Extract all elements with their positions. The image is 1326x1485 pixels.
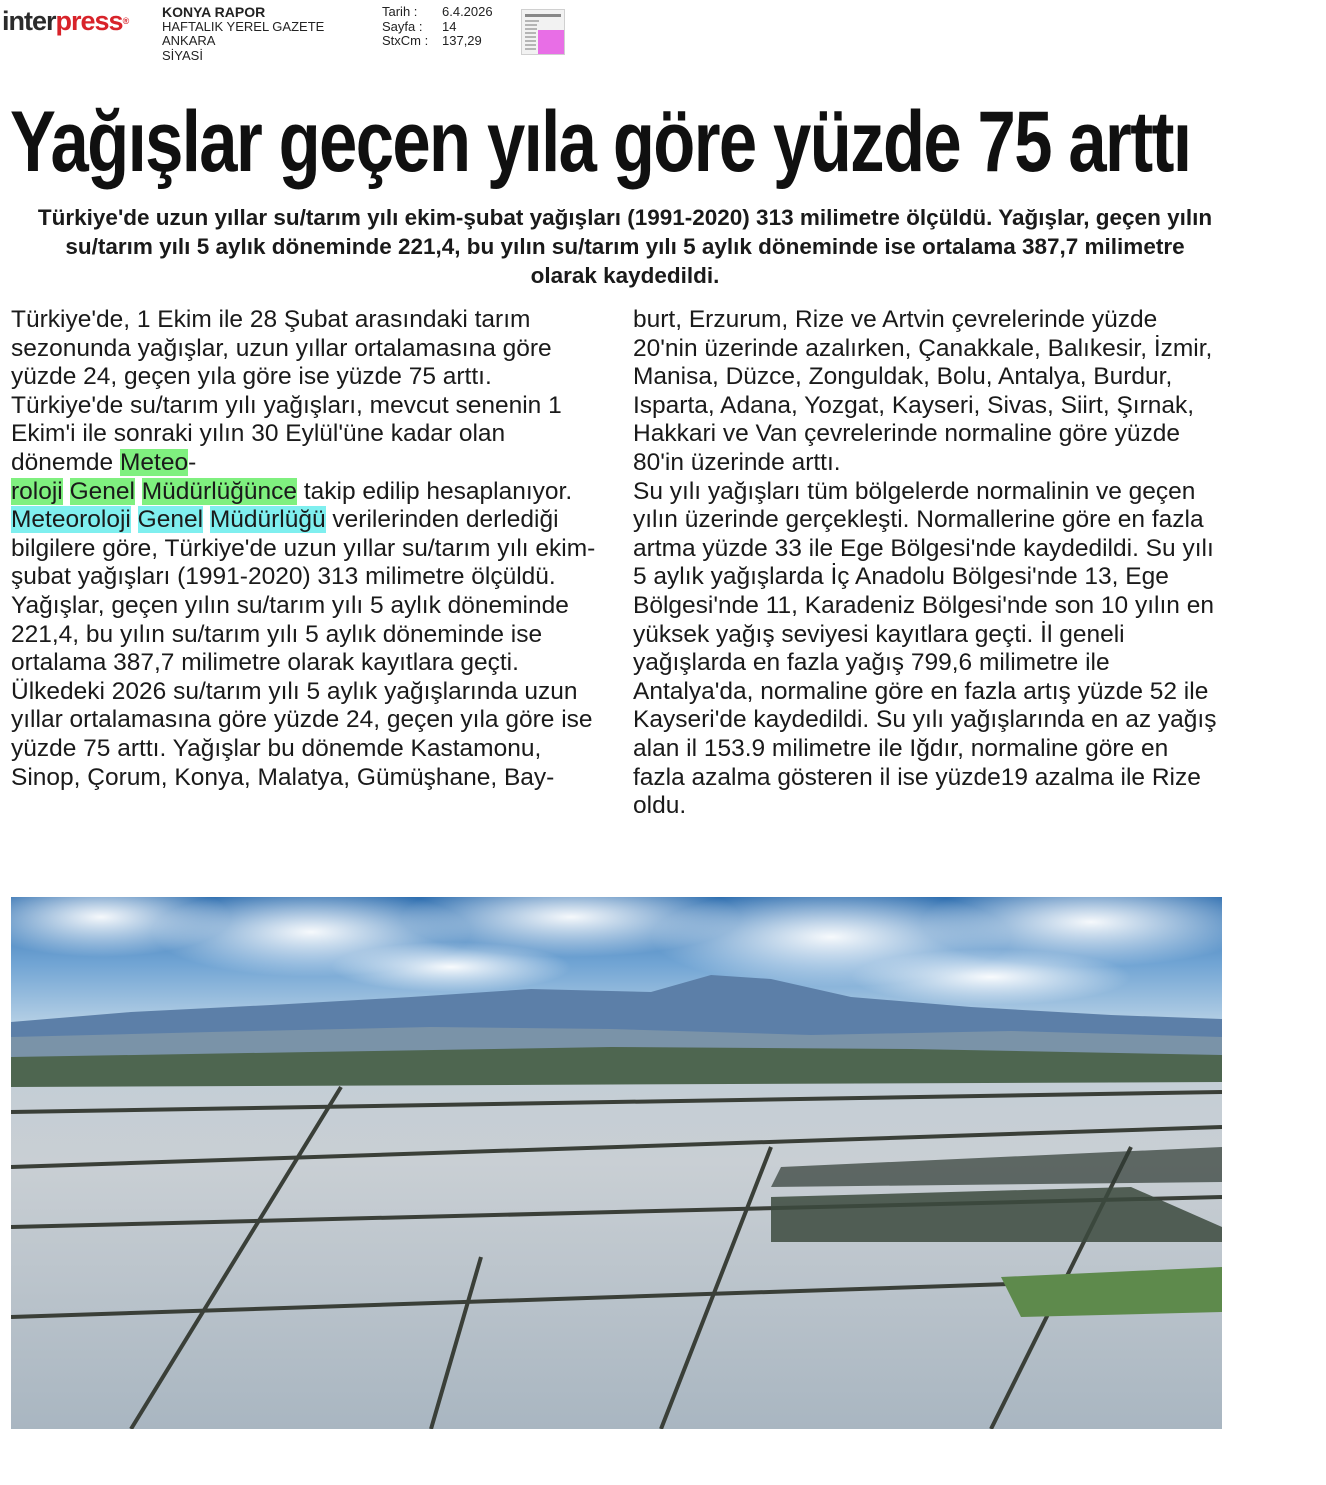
highlight-keyword: Meteo	[119, 448, 189, 476]
stxcm-label: StxCm :	[382, 33, 429, 48]
thumbnail-line	[525, 36, 536, 38]
highlight-keyword: Genel	[69, 477, 135, 505]
paragraph-text: verilerinden derlediği bilgilere göre, Türkiye'de uzun yıllar su/tarım yılı ekim-şubat yağışları (1991-2020) 313 milimetre ölçüldü. Yağışlar, geçen yılın su/tarım yılı 5 aylık döneminde 221,4, bu yılın su/tarım yılı 5 aylık döneminde ise ortalama 387,7 milimetre olarak kayıtlara geçti. Ülkedeki 2026 su/tarım yılı 5 aylık yağışlarında uzun yıllar ortalamasına göre yüzde 24, geçen yıla göre ise yüzde 75 arttı. Yağışlar bu dönemde Kastamonu, Sinop, Çorum, Konya, Malatya, Gümüşhane, Bay-	[11, 506, 596, 791]
thumbnail-line	[525, 44, 536, 46]
highlight-keyword: Genel	[137, 506, 204, 534]
publication-city: ANKARA	[162, 33, 216, 48]
page-thumbnail[interactable]	[521, 9, 565, 55]
date-label: Tarih :	[382, 4, 418, 19]
publication-category: SİYASİ	[162, 47, 203, 63]
date-value: 6.4.2026	[442, 4, 493, 19]
highlight-keyword: Müdürlüğü	[209, 506, 326, 534]
publication-frequency: HAFTALIK YEREL GAZETE	[162, 18, 325, 34]
landscape-illustration	[11, 897, 1222, 1429]
stxcm-row	[382, 34, 493, 49]
paragraph-text: Türkiye'de, 1 Ekim ile 28 Şubat arasındaki tarım sezonunda yağışlar, uzun yıllar ortalamasına göre yüzde 24, geçen yıla göre ise yüzde 75 arttı. Türkiye'de su/tarım yılı yağışları, mevcut senenin 1 Ekim'i ile sonraki yılın 30 Eylül'üne kadar olan dönemde	[11, 306, 562, 476]
paragraph: Türkiye'de, 1 Ekim ile 28 Şubat arasındaki tarım sezonunda yağışlar, uzun yıllar ortalamasına göre yüzde 24, geçen yıla göre ise yüzde 75 arttı. Türkiye'de su/tarım yılı yağışları, mevcut senenin 1 Ekim'i ile sonraki yılın 30 Eylül'üne kadar olan dönemde Meteo- roloji Genel Müdürlüğünce takip edilip hesaplanıyor.	[11, 306, 573, 505]
thumbnail-line	[525, 28, 537, 30]
date-row	[382, 5, 493, 20]
clipping-info	[382, 5, 493, 49]
paragraph: Su yılı yağışları tüm bölgelerde normalinin ve geçen yılın üzerinde gerçekleşti. Normallerine göre en fazla artma yüzde 33 ile Ege Bölgesi'nde kaydedildi. Su yılı 5 aylık yağışlarda İç Anadolu Bölgesi'nde 13, Ege Bölgesi'nde 11, Karadeniz Bölgesi'nde son 10 yılın en yüksek yağış seviyesi kayıtlara geçti. İl geneli yağışlarda en fazla yağış 799,6 milimetre ile Antalya'da, normaline göre en fazla artış yüzde 52 ile Kayseri'de kaydedildi. Su yılı yağışlarında en az yağış alan il 153.9 milimetre ile Iğdır, normaline göre en fazla azalma gösteren il ise yüzde19 azalma ile Rize oldu.	[633, 477, 1217, 820]
thumbnail-headline	[525, 14, 561, 17]
thumbnail-line	[525, 40, 536, 42]
stxcm-value: 137,29	[442, 33, 482, 48]
thumbnail-line	[525, 48, 536, 50]
thumbnail-line	[525, 24, 537, 26]
logo-text-inter: inter	[2, 6, 56, 36]
highlight-keyword: roloji	[11, 477, 63, 505]
logo-registered-mark: ®	[122, 16, 129, 26]
thumbnail-article-highlight	[538, 30, 564, 54]
page-label: Sayfa :	[382, 18, 423, 34]
page-value: 14	[442, 18, 457, 34]
logo-text-press: press	[55, 6, 123, 36]
flooded-fields-photo	[11, 897, 1222, 1429]
highlight-keyword: Müdürlüğünce	[141, 477, 298, 505]
thumbnail-line	[525, 20, 539, 22]
publication-meta	[162, 5, 324, 63]
publication-name: KONYA RAPOR	[162, 4, 266, 20]
thumbnail-line	[525, 32, 536, 34]
article-column-right	[633, 306, 1223, 821]
article-column-left	[11, 306, 601, 792]
paragraph-text: takip edilip hesaplanıyor.	[297, 477, 573, 505]
paragraph: burt, Erzurum, Rize ve Artvin çevrelerinde yüzde 20'nin üzerinde azalırken, Çanakkale, Balıkesir, İzmir, Manisa, Düzce, Zonguldak, Bolu, Antalya, Burdur, Isparta, Adana, Yozgat, Kayseri, Sivas, Siirt, Şırnak, Hakkari ve Van çevrelerinde normaline göre yüzde 80'in üzerinde arttı.	[633, 306, 1213, 476]
article-lead: Türkiye'de uzun yıllar su/tarım yılı ekim-şubat yağışları (1991-2020) 313 milimetre ölçüldü. Yağışlar, geçen yılın su/tarım yılı 5 aylık döneminde 221,4, bu yılın su/tarım yılı 5 aylık döneminde ise ortalama 387,7 milimetre olarak kaydedildi.	[37, 205, 1213, 288]
article-headline: Yağışlar geçen yıla göre yüzde 75 arttı	[10, 94, 1191, 190]
highlight-keyword: Meteoroloji	[11, 506, 131, 534]
interpress-logo	[2, 6, 128, 36]
page-row	[382, 20, 493, 35]
paragraph	[11, 506, 601, 792]
